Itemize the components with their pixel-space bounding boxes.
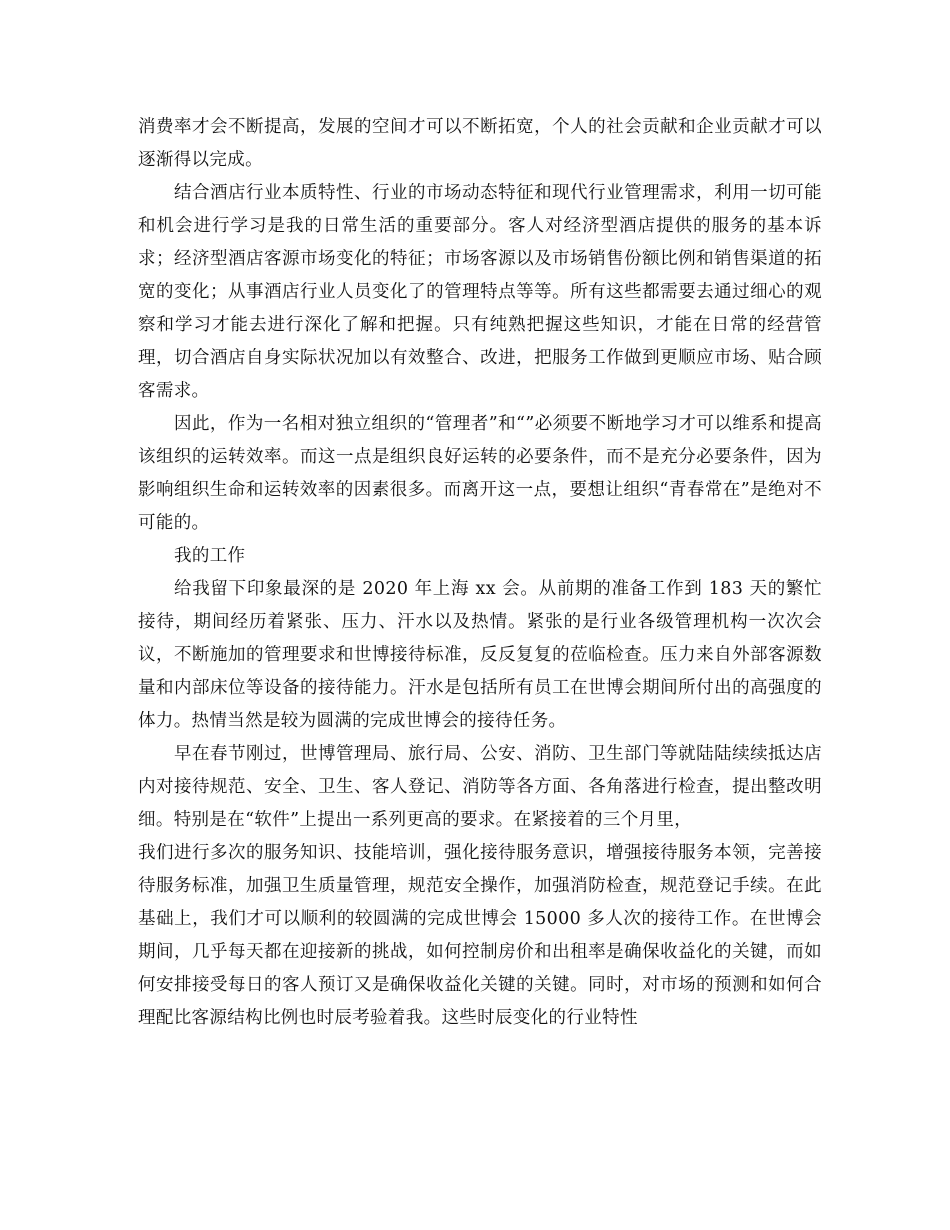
document-body — [138, 111, 822, 1035]
paragraph-training: 我们进行多次的服务知识、技能培训，强化接待服务意识，增强接待服务本领，完善接待服务标准，加强卫生质量管理，规范安全操作，加强消防检查，规范登记手续。在此基础上，我们才可以顺利的较圆满的完成世博会 15000 多人次的接待工作。在世博会期间，几乎每天都在迎接新的挑战，如何控制房价和出租率是确保收益化的关键，而如何安排接受每日的客人预订又是确保收益化关键的关键。同时，对市场的预测和如何合理配比客源结构比例也时辰考验着我。这些时辰变化的行业特性 — [138, 843, 822, 1028]
paragraph-learning: 结合酒店行业本质特性、行业的市场动态特征和现代行业管理需求，利用一切可能和机会进行学习是我的日常生活的重要部分。客人对经济型酒店提供的服务的基本诉求；经济型酒店客源市场变化的特征；市场客源以及市场销售份额比例和销售渠道的拓宽的变化；从事酒店行业人员变化了的管理特点等等。所有这些都需要去通过细心的观察和学习才能去进行深化了解和把握。只有纯熟把握这些知识，才能在日常的经营管理，切合酒店自身实际状况加以有效整合、改进，把服务工作做到更顺应市场、贴合顾客需求。 — [138, 183, 822, 401]
paragraph-inspection: 早在春节刚过，世博管理局、旅行局、公安、消防、卫生部门等就陆陆续续抵达店内对接待规范、安全、卫生、客人登记、消防等各方面、各角落进行检查，提出整改明细。特别是在“软件”上提出一系列更高的要求。在紧接着的三个月里， — [138, 744, 822, 830]
paragraph-continuation: 消费率才会不断提高，发展的空间才可以不断拓宽，个人的社会贡献和企业贡献才可以逐渐得以完成。 — [138, 117, 822, 170]
paragraph-expo: 给我留下印象最深的是 2020 年上海 xx 会。从前期的准备工作到 183 天的繁忙接待，期间经历着紧张、压力、汗水以及热情。紧张的是行业各级管理机构一次次会议，不断施加的管理要求和世博接待标准，反反复复的莅临检查。压力来自外部客源数量和内部床位等设备的接待能力。汗水是包括所有员工在世博会期间所付出的高强度的体力。热情当然是较为圆满的完成世博会的接待任务。 — [138, 579, 822, 731]
paragraph-manager: 因此，作为一名相对独立组织的“管理者”和“”必须要不断地学习才可以维系和提高该组织的运转效率。而这一点是组织良好运转的必要条件，而不是充分必要条件，因为影响组织生命和运转效率的因素很多。而离开这一点，要想让组织“青春常在”是绝对不可能的。 — [138, 414, 822, 533]
section-heading-my-work: 我的工作 — [174, 546, 246, 566]
